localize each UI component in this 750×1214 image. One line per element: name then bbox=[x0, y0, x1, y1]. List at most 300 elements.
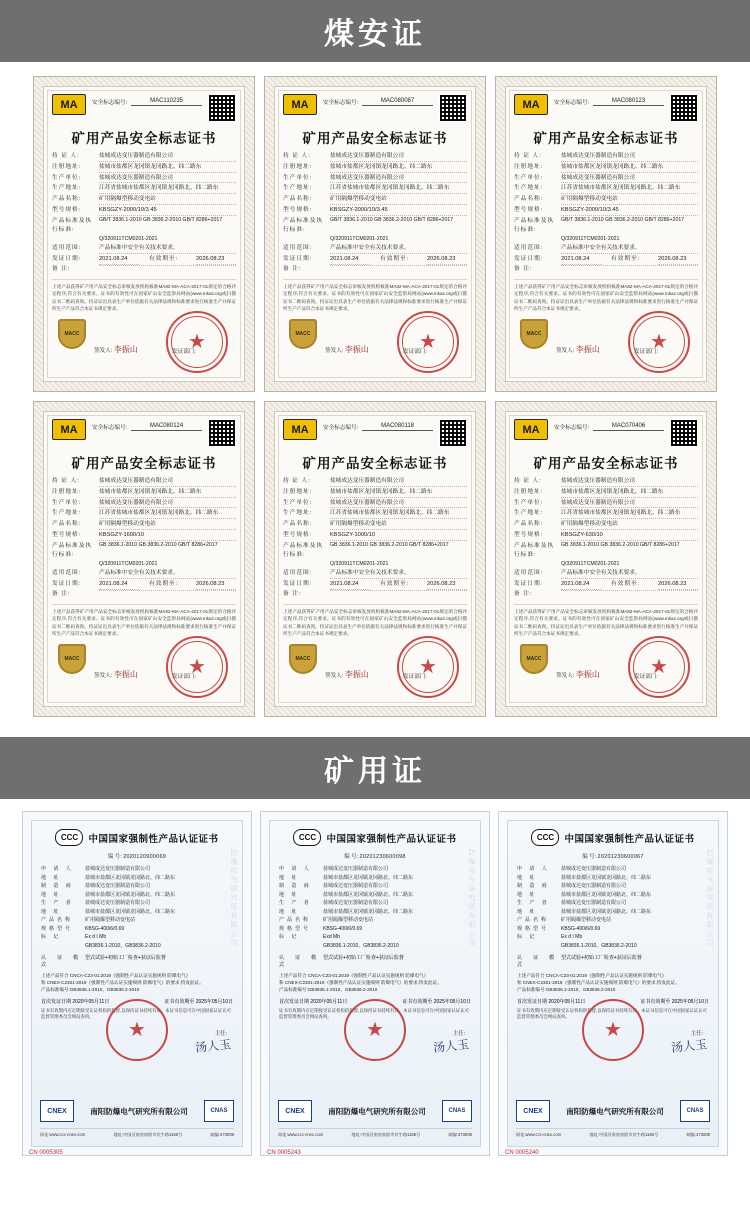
ma-signature-label: 签发人: bbox=[94, 348, 113, 354]
field-production-addr bbox=[514, 509, 698, 519]
stamp-ring bbox=[171, 316, 223, 368]
field-production-addr-value: 江苏省盐城市盐都区龙冈镇龙冈路北、纬二路东 bbox=[561, 184, 698, 194]
field-standards bbox=[52, 542, 236, 560]
field-valid-until-value: 2026.08.23 bbox=[658, 580, 698, 590]
ccc-valid-date-value: 2025年05月10日 bbox=[671, 998, 709, 1005]
ccc-org-name: 南阳防爆电气研究所有限公司 bbox=[328, 1106, 426, 1116]
watermark-text: 防爆电气研究所有限公司 bbox=[468, 849, 475, 948]
field-model-label: 型号规格: bbox=[283, 532, 313, 539]
ma-number-label: 安全标志编号: bbox=[554, 100, 590, 106]
ma-certificate-fields bbox=[514, 152, 698, 274]
field-issue-date-value: 2021.08.24 bbox=[561, 580, 601, 590]
field-holder bbox=[283, 152, 467, 162]
ccc-serial-value: 0005305 bbox=[39, 1150, 63, 1156]
field-ccc-mark-value: Ex d I Mb bbox=[561, 934, 583, 940]
field-holder-value: 盐城成达变压器制造有限公司 bbox=[561, 477, 698, 487]
ma-signature-label: 签发人: bbox=[556, 673, 575, 679]
field-manufacturer-label: 生产单位: bbox=[514, 174, 544, 181]
ccc-certificate-header bbox=[41, 829, 233, 846]
field-ccc-mark-value: Ex d I Mb bbox=[85, 934, 107, 940]
field-issue-date bbox=[514, 255, 601, 265]
field-factory bbox=[517, 899, 709, 907]
ccc-standard-line1: 上述产品符合 CNCA-C23-01:2019《强制性产品认证实施规则 防爆电气》 bbox=[517, 972, 667, 978]
ccc-serial-number bbox=[505, 1150, 539, 1156]
macc-badge-icon bbox=[520, 644, 548, 674]
ccc-number-row bbox=[279, 852, 471, 860]
field-model-value: KBSGZY-2000/10/3.45 bbox=[330, 206, 467, 216]
field-standards-secondary-value: Q/320911TCM0201-2021 bbox=[561, 560, 620, 567]
ccc-standard-block bbox=[517, 972, 709, 994]
qr-code-icon bbox=[439, 94, 467, 122]
field-registered-label: 注册地址: bbox=[283, 163, 313, 170]
field-ccc-mark-label: 标 记 bbox=[517, 934, 538, 940]
ma-number-value: MAC080123 bbox=[593, 98, 664, 106]
ccc-contact-row bbox=[278, 1128, 472, 1138]
ccc-valid-date-label: 证书有效期至 bbox=[402, 998, 433, 1005]
field-standards-secondary-value: Q/320911TCM0201-2021 bbox=[99, 560, 158, 567]
field-standards-secondary-value: Q/320911TCM0201-2021 bbox=[99, 235, 158, 242]
field-remark-value bbox=[330, 590, 467, 591]
field-model bbox=[283, 531, 467, 541]
field-production-addr bbox=[514, 184, 698, 194]
field-issue-date-label: 发证日期: bbox=[283, 256, 313, 263]
field-ccc-mark-value: Exd Mb bbox=[323, 934, 340, 940]
field-factory-addr-label: 地 址 bbox=[41, 908, 62, 915]
field-manufacturer bbox=[52, 499, 236, 509]
field-remark bbox=[52, 590, 236, 599]
field-applicant-label: 申 请 人 bbox=[279, 866, 312, 872]
macc-badge-label: MACC bbox=[64, 656, 80, 662]
field-registered-value: 盐城市盐都区龙冈镇龙冈路北、纬二路东 bbox=[561, 163, 698, 173]
field-issue-date bbox=[514, 580, 601, 590]
ma-certificate-card[interactable] bbox=[33, 401, 255, 717]
section-banner-ccc-label: 矿用证 bbox=[324, 755, 426, 788]
field-scope-value: 产品标准中安全有关技术要求。 bbox=[330, 569, 467, 579]
field-ccc-std-value: GB3836.1-2010、GB3836.2-2010 bbox=[85, 942, 161, 949]
field-ccc-product-name-label: 产品名称 bbox=[517, 917, 550, 923]
contact-zip: 邮编:473008 bbox=[448, 1132, 472, 1137]
field-issue-date-value: 2021.08.24 bbox=[330, 580, 370, 590]
ma-certificate-body bbox=[505, 411, 707, 707]
field-applicant-addr-label: 地 址 bbox=[41, 874, 62, 881]
field-ccc-manufacturer bbox=[517, 882, 709, 890]
field-ccc-manufacturer-addr bbox=[279, 891, 471, 899]
field-applicant-addr-value: 盐城市盐都区龙冈镇龙冈路北、纬二路东 bbox=[323, 874, 414, 881]
ccc-standard-line1: 上述产品符合 CNCA-C23-01:2019《强制性产品认证实施规则 防爆电气》 bbox=[279, 972, 429, 978]
field-issue-date-label: 发证日期: bbox=[514, 581, 544, 588]
field-holder bbox=[283, 477, 467, 487]
field-manufacturer-label: 生产单位: bbox=[52, 499, 82, 506]
field-standards-value: GB 3836.1-2010 GB 3836.2-2010 GB/T 8286+2017 bbox=[330, 541, 449, 548]
field-dates-row bbox=[514, 580, 698, 590]
field-registered bbox=[514, 488, 698, 498]
macc-badge-icon bbox=[58, 319, 86, 349]
field-valid-until bbox=[149, 255, 236, 265]
contact-addr: 地址:中国河南省南阳市伏牛路1166号 bbox=[351, 1132, 421, 1137]
field-valid-until bbox=[611, 580, 698, 590]
field-certification-mode-label: 认 证 模 式 bbox=[41, 954, 81, 968]
field-production-addr-value: 江苏省盐城市盐都区龙冈镇龙冈路北、纬二路东 bbox=[561, 509, 698, 519]
field-valid-until bbox=[611, 255, 698, 265]
field-standards-label: 产品标准及执行标准: bbox=[283, 217, 324, 233]
field-scope-label: 适用范围: bbox=[283, 570, 313, 577]
ma-logo-icon: MA bbox=[514, 94, 548, 115]
field-manufacturer-label: 生产单位: bbox=[283, 174, 313, 181]
field-holder-label: 持 证 人: bbox=[514, 153, 542, 159]
field-ccc-manufacturer-addr-label: 地 址 bbox=[517, 891, 538, 898]
field-registered-value: 盐城市盐都区龙冈镇龙冈路北、纬二路东 bbox=[330, 488, 467, 498]
stamp-star-icon: ★ bbox=[419, 656, 437, 678]
field-product-name-value: 矿用隔爆型移动变电站 bbox=[99, 195, 236, 205]
field-scope-label: 适用范围: bbox=[514, 570, 544, 577]
ma-number-row bbox=[323, 94, 433, 106]
field-model-label: 型号规格: bbox=[514, 532, 544, 539]
field-registered bbox=[52, 163, 236, 173]
ma-signature bbox=[325, 669, 369, 680]
macc-badge-label: MACC bbox=[526, 656, 542, 662]
field-registered-label: 注册地址: bbox=[52, 163, 82, 170]
field-applicant-addr bbox=[517, 874, 709, 882]
ma-number-label: 安全标志编号: bbox=[323, 425, 359, 431]
ma-certificate-grid bbox=[0, 62, 750, 723]
field-product-name-label: 产品名称: bbox=[283, 196, 313, 203]
ccc-red-stamp bbox=[582, 999, 644, 1061]
ccc-issue-date-label: 首次发证日期 bbox=[41, 998, 72, 1005]
field-model-label: 型号规格: bbox=[52, 532, 82, 539]
ccc-standard-block bbox=[279, 972, 471, 994]
field-remark-label: 备 注: bbox=[283, 266, 302, 273]
field-product-name-value: 矿用隔爆型移动变电站 bbox=[561, 520, 698, 530]
stamp-star-icon: ★ bbox=[188, 331, 206, 353]
field-model-value: KBSGZY-2000/10/3.45 bbox=[561, 206, 698, 216]
field-ccc-std-label bbox=[41, 942, 81, 950]
ma-number-label: 安全标志编号: bbox=[323, 100, 359, 106]
field-scope-label: 适用范围: bbox=[52, 245, 82, 252]
field-ccc-model-label: 规格型号 bbox=[517, 925, 550, 932]
field-remark bbox=[283, 265, 467, 274]
field-valid-until bbox=[380, 255, 467, 265]
macc-badge-label: MACC bbox=[295, 656, 311, 662]
ma-number-row bbox=[323, 419, 433, 431]
field-holder bbox=[52, 477, 236, 487]
ma-number-label: 安全标志编号: bbox=[92, 425, 128, 431]
field-product-name-value: 矿用隔爆型移动变电站 bbox=[330, 520, 467, 530]
field-registered-value: 盐城市盐都区龙冈镇龙冈路北、纬二路东 bbox=[561, 488, 698, 498]
field-manufacturer-value: 盐城成达变压器制造有限公司 bbox=[99, 499, 236, 509]
field-manufacturer-value: 盐城成达变压器制造有限公司 bbox=[99, 174, 236, 184]
field-ccc-std-value: GB3836.1-2010、GB3836.2-2010 bbox=[561, 942, 637, 949]
field-scope bbox=[514, 569, 698, 579]
ma-issuer-label: 发证部门: bbox=[172, 674, 196, 680]
ma-signature bbox=[556, 669, 600, 680]
ccc-certificate-card[interactable] bbox=[22, 811, 252, 1156]
ccc-certificate-title: 中国国家强制性产品认证证书 bbox=[326, 833, 457, 845]
field-product-name-value: 矿用隔爆型移动变电站 bbox=[561, 195, 698, 205]
ma-issuer-label: 发证部门: bbox=[634, 349, 658, 355]
ccc-certificate-card[interactable] bbox=[498, 811, 728, 1156]
ccc-number-label: 编 号: bbox=[582, 854, 597, 860]
field-holder-label: 持 证 人: bbox=[283, 153, 311, 159]
field-applicant-value: 盐城成达变压器制造有限公司 bbox=[561, 866, 627, 872]
field-factory bbox=[41, 899, 233, 907]
field-scope-label: 适用范围: bbox=[514, 245, 544, 252]
field-standards-secondary bbox=[283, 236, 467, 244]
field-ccc-manufacturer-value: 盐城成达变压器制造有限公司 bbox=[561, 883, 627, 889]
field-factory-value: 盐城成达变压器制造有限公司 bbox=[85, 900, 151, 906]
ccc-serial-prefix: CN bbox=[29, 1150, 38, 1156]
ma-certificate-footer bbox=[52, 313, 236, 375]
field-registered-label: 注册地址: bbox=[283, 488, 313, 495]
ccc-certificate-body bbox=[507, 820, 719, 1147]
field-issue-date-label: 发证日期: bbox=[283, 581, 313, 588]
field-registered-value: 盐城市盐都区龙冈镇龙冈路北、纬二路东 bbox=[99, 163, 236, 173]
ccc-contact-row bbox=[40, 1128, 234, 1138]
ma-signature bbox=[94, 344, 138, 355]
ccc-serial-prefix: CN bbox=[267, 1150, 276, 1156]
field-applicant-value: 盐城成达变压器制造有限公司 bbox=[85, 866, 151, 872]
field-issue-date-value: 2021.08.24 bbox=[99, 580, 139, 590]
field-valid-until-label: 有效期至: bbox=[611, 581, 641, 588]
field-issue-date-label: 发证日期: bbox=[514, 256, 544, 263]
ccc-certificate-fields bbox=[517, 865, 709, 950]
field-ccc-manufacturer-addr bbox=[517, 891, 709, 899]
contact-addr: 地址:中国河南省南阳市伏牛路1166号 bbox=[589, 1132, 659, 1137]
ma-certificate-note: 上述产品获得矿产用产品安全标志审核发放机构核准MA82-MA-ACA-2017-01规定的合格评定程序,符合有关要求。证书的有效性可在国家矿山安全监察局网站(www.mkaz.org或扫描证书二维码查询。持证证出具表生产单位依据有关法律法规和标准要求进行核准生产并保证所生产产品符合本证书规定要求。 bbox=[514, 279, 698, 312]
field-scope-value: 产品标准中安全有关技术要求。 bbox=[561, 569, 698, 579]
field-manufacturer bbox=[283, 174, 467, 184]
ma-signature-name: 李振山 bbox=[344, 670, 369, 679]
field-factory-addr-label: 地 址 bbox=[279, 908, 300, 915]
ma-number-value: MAC080124 bbox=[131, 423, 202, 431]
field-ccc-std-value: GB3836.1-2010、GB3836.2-2010 bbox=[323, 942, 399, 949]
ma-certificate-note: 上述产品获得矿产用产品安全标志审核发放机构核准MA82-MA-ACA-2017-01规定的合格评定程序,符合有关要求。证书的有效性可在国家矿山安全监察局网站(www.mkaz.org或扫描证书二维码查询。持证证出具表生产单位依据有关法律法规和标准要求进行核准生产并保证所生产产品符合本证书规定要求。 bbox=[283, 604, 467, 637]
field-ccc-mark bbox=[517, 933, 709, 941]
field-ccc-std-label bbox=[279, 942, 319, 950]
field-standards-value: GB/T 3836.1-2010 GB 3836.2-2010 GB/T 8286+2017 bbox=[561, 216, 685, 223]
ccc-logo-icon: CCC bbox=[55, 829, 83, 846]
field-ccc-manufacturer-addr bbox=[41, 891, 233, 899]
field-applicant bbox=[279, 865, 471, 873]
field-ccc-model-label: 规格型号 bbox=[41, 925, 74, 932]
ma-certificate-fields bbox=[52, 152, 236, 274]
field-production-addr-value: 江苏省盐城市盐都区龙冈镇龙冈路北、纬二路东 bbox=[330, 184, 467, 194]
field-standards-label: 产品标准及执行标准: bbox=[52, 217, 93, 233]
field-valid-until-value: 2026.08.23 bbox=[658, 255, 698, 265]
field-manufacturer bbox=[514, 174, 698, 184]
field-model bbox=[52, 531, 236, 541]
ma-certificate-card[interactable] bbox=[33, 76, 255, 392]
ma-certificate-footer bbox=[514, 638, 698, 700]
ccc-org-name: 南阳防爆电气研究所有限公司 bbox=[566, 1106, 664, 1116]
ccc-certificate-header bbox=[517, 829, 709, 846]
ccc-signature-block bbox=[517, 1019, 709, 1081]
field-manufacturer-label: 生产单位: bbox=[283, 499, 313, 506]
ma-certificate-footer bbox=[283, 313, 467, 375]
cnas-logo-icon: CNAS bbox=[680, 1100, 710, 1122]
ma-number-row bbox=[92, 419, 202, 431]
field-standards-label: 产品标准及执行标准: bbox=[52, 542, 93, 558]
ccc-leader-label: 主任: bbox=[214, 1030, 227, 1037]
ma-issuer-label: 发证部门: bbox=[403, 674, 427, 680]
field-scope bbox=[52, 569, 236, 579]
official-red-stamp bbox=[166, 636, 228, 698]
field-applicant-addr-value: 盐城市盐都区龙冈镇龙冈路北、纬二路东 bbox=[85, 874, 176, 881]
ccc-leader-label: 主任: bbox=[690, 1030, 703, 1037]
ccc-standard-line2: 和 CNEX-C2301-2019《强制性产品认证实施细则 防爆电气》的要求,特发此证。 bbox=[517, 979, 680, 985]
field-remark-label: 备 注: bbox=[283, 591, 302, 598]
section-banner-ccc bbox=[0, 737, 750, 799]
ccc-valid-date-label: 证书有效期至 bbox=[640, 998, 671, 1005]
field-valid-until-value: 2026.08.23 bbox=[427, 580, 467, 590]
field-ccc-product-name-label: 产品名称 bbox=[41, 917, 74, 923]
field-ccc-model-label: 规格型号 bbox=[279, 925, 312, 932]
field-ccc-std bbox=[41, 942, 233, 950]
field-standards bbox=[514, 217, 698, 235]
field-ccc-manufacturer-label: 制 造 商 bbox=[279, 883, 312, 889]
field-dates-row bbox=[283, 255, 467, 265]
ma-signature-label: 签发人: bbox=[94, 673, 113, 679]
field-holder-label: 持 证 人: bbox=[52, 153, 80, 159]
ma-certificate-title: 矿用产品安全标志证书 bbox=[302, 456, 448, 471]
field-manufacturer-value: 盐城成达变压器制造有限公司 bbox=[330, 499, 467, 509]
field-scope bbox=[283, 569, 467, 579]
field-certification-mode bbox=[517, 954, 709, 968]
field-applicant bbox=[517, 865, 709, 873]
ma-logo-icon: MA bbox=[514, 419, 548, 440]
field-issue-date-value: 2021.08.24 bbox=[99, 255, 139, 265]
field-ccc-model bbox=[517, 925, 709, 933]
ccc-number-value: 2020120900069 bbox=[123, 854, 167, 860]
ma-certificate-card[interactable] bbox=[495, 401, 717, 717]
ccc-org-footer bbox=[40, 1100, 234, 1122]
field-certification-mode-value: 型式试验+初始工厂检查+获证后监督 bbox=[561, 954, 642, 961]
ma-certificate-footer bbox=[52, 638, 236, 700]
ma-signature-name: 李振山 bbox=[575, 670, 600, 679]
ma-certificate-note: 上述产品获得矿产用产品安全标志审核发放机构核准MA82-MA-ACA-2017-01规定的合格评定程序,符合有关要求。证书的有效性可在国家矿山安全监察局网站(www.mkaz.org或扫描证书二维码查询。持证证出具表生产单位依据有关法律法规和标准要求进行核准生产并保证所生产产品符合本证书规定要求。 bbox=[283, 279, 467, 312]
ma-certificate-card[interactable] bbox=[264, 76, 486, 392]
field-production-addr-value: 江苏省盐城市盐都区龙冈镇龙冈路北、纬二路东 bbox=[330, 509, 467, 519]
ccc-issue-date-label: 首次发证日期 bbox=[279, 998, 310, 1005]
field-scope-value: 产品标准中安全有关技术要求。 bbox=[99, 244, 236, 254]
ma-certificate-note: 上述产品获得矿产用产品安全标志审核发放机构核准MA82-MA-ACA-2017-01规定的合格评定程序,符合有关要求。证书的有效性可在国家矿山安全监察局网站(www.mkaz.org或扫描证书二维码查询。持证证出具表生产单位依据有关法律法规和标准要求进行核准生产并保证所生产产品符合本证书规定要求。 bbox=[52, 604, 236, 637]
field-holder-label: 持 证 人: bbox=[283, 478, 311, 484]
field-factory-addr-value: 盐城市盐都区龙冈镇龙冈路北、纬二路东 bbox=[561, 908, 652, 915]
stamp-ring bbox=[402, 316, 454, 368]
field-remark-value bbox=[99, 590, 236, 591]
ma-number-value: MAC080118 bbox=[362, 423, 433, 431]
ma-certificate-header bbox=[52, 419, 236, 447]
field-production-addr-label: 生产地址: bbox=[514, 185, 544, 192]
section-banner-ma-label: 煤安证 bbox=[324, 18, 426, 51]
field-scope-label: 适用范围: bbox=[52, 570, 82, 577]
ccc-valid-date-value: 2025年05月10日 bbox=[433, 998, 471, 1005]
official-red-stamp bbox=[397, 636, 459, 698]
ma-signature-label: 签发人: bbox=[325, 348, 344, 354]
field-certification-mode bbox=[279, 954, 471, 968]
field-scope bbox=[52, 244, 236, 254]
ma-logo-icon: MA bbox=[283, 94, 317, 115]
ma-certificate-header bbox=[514, 94, 698, 122]
field-registered bbox=[514, 163, 698, 173]
ma-certificate-fields bbox=[514, 477, 698, 599]
ma-signature bbox=[325, 344, 369, 355]
field-factory-addr bbox=[279, 908, 471, 916]
field-manufacturer bbox=[52, 174, 236, 184]
field-manufacturer-value: 盐城成达变压器制造有限公司 bbox=[561, 174, 698, 184]
ma-number-label: 安全标志编号: bbox=[554, 425, 590, 431]
field-production-addr bbox=[283, 184, 467, 194]
section-spacer bbox=[0, 723, 750, 731]
field-standards-value: GB/T 3836.1-2010 GB 3836.2-2010 GB/T 8286+2017 bbox=[99, 216, 223, 223]
ma-certificate-fields bbox=[283, 152, 467, 274]
field-standards bbox=[514, 542, 698, 560]
field-product-name bbox=[283, 520, 467, 530]
field-ccc-model bbox=[279, 925, 471, 933]
field-production-addr-value: 江苏省盐城市盐都区龙冈镇龙冈路北、纬二路东 bbox=[99, 509, 236, 519]
field-valid-until-label: 有效期至: bbox=[380, 581, 410, 588]
field-ccc-mark-label: 标 记 bbox=[41, 934, 62, 940]
ma-signature bbox=[94, 669, 138, 680]
stamp-star-icon: ★ bbox=[419, 331, 437, 353]
ma-certificate-title: 矿用产品安全标志证书 bbox=[533, 456, 679, 471]
field-remark bbox=[514, 265, 698, 274]
field-model-value: KBSGZY-1000/10 bbox=[330, 531, 467, 541]
field-production-addr-label: 生产地址: bbox=[283, 510, 313, 517]
ccc-stamp-star-icon: ★ bbox=[128, 1019, 146, 1042]
field-model-label: 型号规格: bbox=[283, 207, 313, 214]
official-red-stamp bbox=[628, 311, 690, 373]
field-standards-secondary bbox=[514, 236, 698, 244]
field-production-addr bbox=[52, 184, 236, 194]
ma-signature-label: 签发人: bbox=[556, 348, 575, 354]
ccc-certificate-title: 中国国家强制性产品认证证书 bbox=[564, 833, 695, 845]
stamp-star-icon: ★ bbox=[650, 331, 668, 353]
ccc-standard-line3: 产品标准编号:GB3836.1-2010、GB3836.2-2010 bbox=[279, 987, 378, 993]
field-model-value: KBSGZY-2000/10/3.45 bbox=[99, 206, 236, 216]
ccc-standard-line2: 和 CNEX-C2301-2019《强制性产品认证实施细则 防爆电气》的要求,特发此证。 bbox=[41, 979, 204, 985]
ma-certificate-card[interactable] bbox=[495, 76, 717, 392]
field-registered bbox=[283, 488, 467, 498]
field-ccc-std bbox=[517, 942, 709, 950]
ccc-valid-date-value: 2025年05月10日 bbox=[195, 998, 233, 1005]
ma-certificate-header bbox=[283, 94, 467, 122]
contact-web: 网址:www.ccc-cnex.com bbox=[516, 1132, 562, 1137]
ccc-red-stamp bbox=[106, 999, 168, 1061]
macc-badge-icon bbox=[520, 319, 548, 349]
ma-issuer-label: 发证部门: bbox=[403, 349, 427, 355]
field-registered-value: 盐城市盐都区龙冈镇龙冈路北、纬二路东 bbox=[330, 163, 467, 173]
field-production-addr-label: 生产地址: bbox=[52, 510, 82, 517]
contact-web: 网址:www.ccc-cnex.com bbox=[278, 1132, 324, 1137]
field-factory-label: 生 产 者 bbox=[279, 900, 312, 906]
official-red-stamp bbox=[397, 311, 459, 373]
field-holder-value: 盐城成达变压器制造有限公司 bbox=[99, 477, 236, 487]
field-production-addr-label: 生产地址: bbox=[514, 510, 544, 517]
ccc-certificate-card[interactable] bbox=[260, 811, 490, 1156]
field-product-name-label: 产品名称: bbox=[514, 521, 544, 528]
field-manufacturer-value: 盐城成达变压器制造有限公司 bbox=[330, 174, 467, 184]
field-ccc-manufacturer-addr-value: 盐城市盐都区龙冈镇龙冈路北、纬二路东 bbox=[323, 891, 414, 898]
field-ccc-manufacturer bbox=[279, 882, 471, 890]
field-applicant bbox=[41, 865, 233, 873]
field-ccc-manufacturer-label: 制 造 商 bbox=[41, 883, 74, 889]
field-ccc-manufacturer bbox=[41, 882, 233, 890]
ccc-certificate-grid bbox=[0, 799, 750, 1174]
ma-certificate-card[interactable] bbox=[264, 401, 486, 717]
ccc-red-stamp bbox=[344, 999, 406, 1061]
ccc-certificate-title: 中国国家强制性产品认证证书 bbox=[88, 833, 219, 845]
field-product-name-label: 产品名称: bbox=[514, 196, 544, 203]
